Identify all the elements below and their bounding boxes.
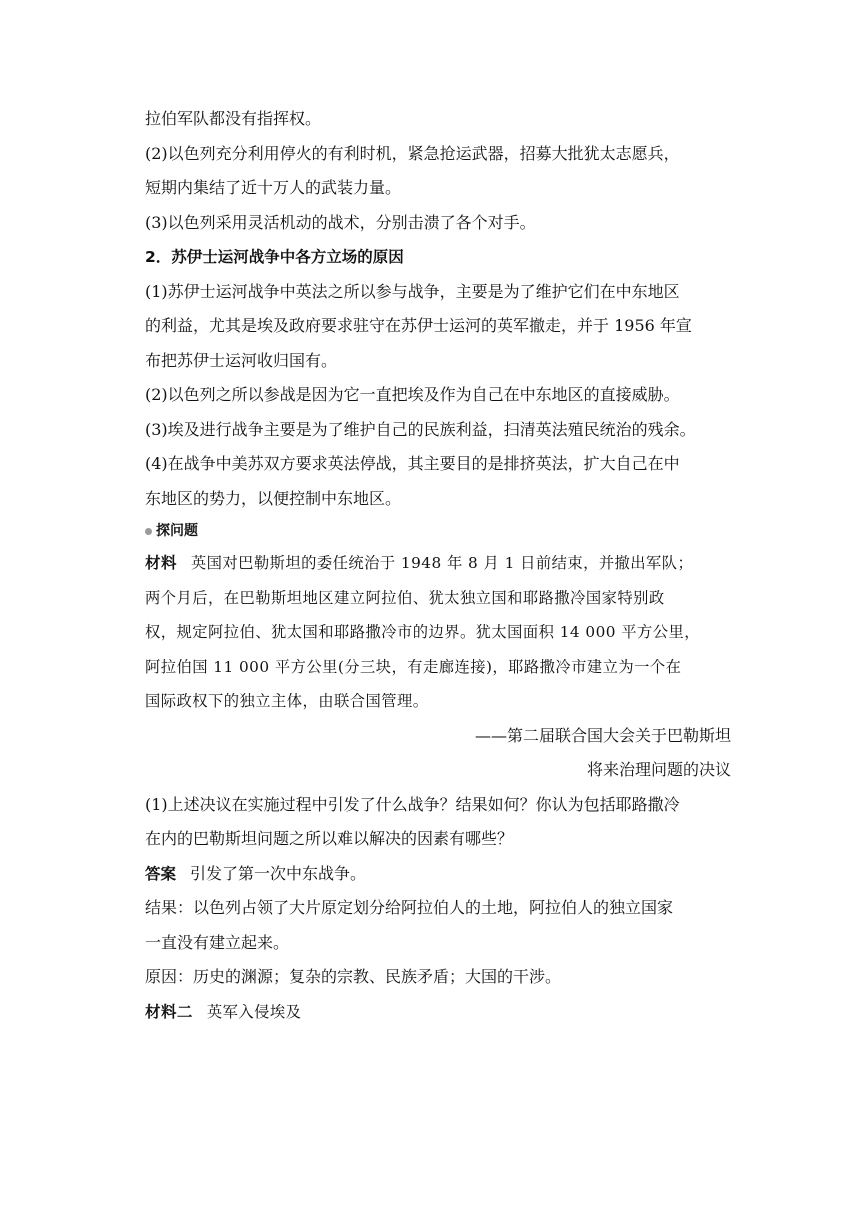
text-line: 布把苏伊士运河收归国有。	[145, 350, 338, 370]
material-line: 材料 英国对巴勒斯坦的委任统治于 1948 年 8 月 1 日前结束，并撤出军队；	[145, 554, 694, 572]
answer-result: 结果：以色列占领了大片原定划分给阿拉伯人的土地，阿拉伯人的独立国家	[145, 898, 674, 917]
text-line: (2)以色列充分利用停火的有利时机，紧急抢运武器，招募大批犹太志愿兵，	[145, 143, 680, 163]
heading-suez-canal-war: 2．苏伊士运河战争中各方立场的原因	[145, 248, 404, 266]
material-source: 将来治理问题的决议	[586, 760, 731, 779]
material-line: 权，规定阿拉伯、犹太国和耶路撒冷市的边界。犹太国面积 14 000 平方公里，	[145, 623, 701, 641]
question-line: 在内的巴勒斯坦问题之所以难以解决的因素有哪些？	[145, 829, 514, 848]
text-line: 东地区的势力，以便控制中东地区。	[145, 488, 402, 508]
text-line: (1)苏伊士运河战争中英法之所以参与战争，主要是为了维护它们在中东地区	[145, 281, 680, 301]
text-line: (3)埃及进行战争主要是为了维护自己的民族利益，扫清英法殖民统治的残余。	[145, 419, 696, 439]
document-page	[145, 102, 731, 1029]
text-line: 拉伯军队都没有指挥权。	[145, 109, 322, 128]
answer-result: 一直没有建立起来。	[145, 932, 290, 952]
material-label: 材料	[145, 554, 177, 572]
material-source: ——第二届联合国大会关于巴勒斯坦	[474, 725, 731, 745]
section-explore-question	[145, 516, 731, 546]
text-line: (4)在战争中美苏双方要求英法停战，其主要目的是排挤英法，扩大自己在中	[145, 454, 680, 473]
text-line: 短期内集结了近十万人的武装力量。	[145, 178, 402, 197]
text-line: (3)以色列采用灵活机动的战术，分别击溃了各个对手。	[145, 212, 536, 232]
material-line: 国际政权下的独立主体，由联合国管理。	[145, 692, 429, 710]
question-line: (1)上述决议在实施过程中引发了什么战争？结果如何？你认为包括耶路撒冷	[145, 794, 680, 814]
answer-line: 答案 引发了第一次中东战争。	[145, 863, 367, 883]
answer-label: 答案	[145, 864, 177, 883]
text-line: 的利益，尤其是埃及政府要求驻守在苏伊士运河的英军撤走，并于 1956 年宣	[145, 316, 692, 335]
material2-label: 材料二	[145, 1002, 193, 1021]
section-label: 探问题	[156, 523, 198, 539]
material-line: 两个月后，在巴勒斯坦地区建立阿拉伯、犹太独立国和耶路撒冷国家特别政	[145, 588, 665, 607]
material2-line: 材料二 英军入侵埃及	[145, 1002, 302, 1021]
material-line: 阿拉伯国 11 000 平方公里(分三块，有走廊连接)，耶路撒冷市建立为一个在	[145, 657, 682, 676]
answer-reason: 原因：历史的渊源；复杂的宗教、民族矛盾；大国的干涉。	[145, 967, 562, 986]
text-line: (2)以色列之所以参战是因为它一直把埃及作为自己在中东地区的直接威胁。	[145, 385, 680, 404]
bullet-icon	[145, 528, 152, 535]
